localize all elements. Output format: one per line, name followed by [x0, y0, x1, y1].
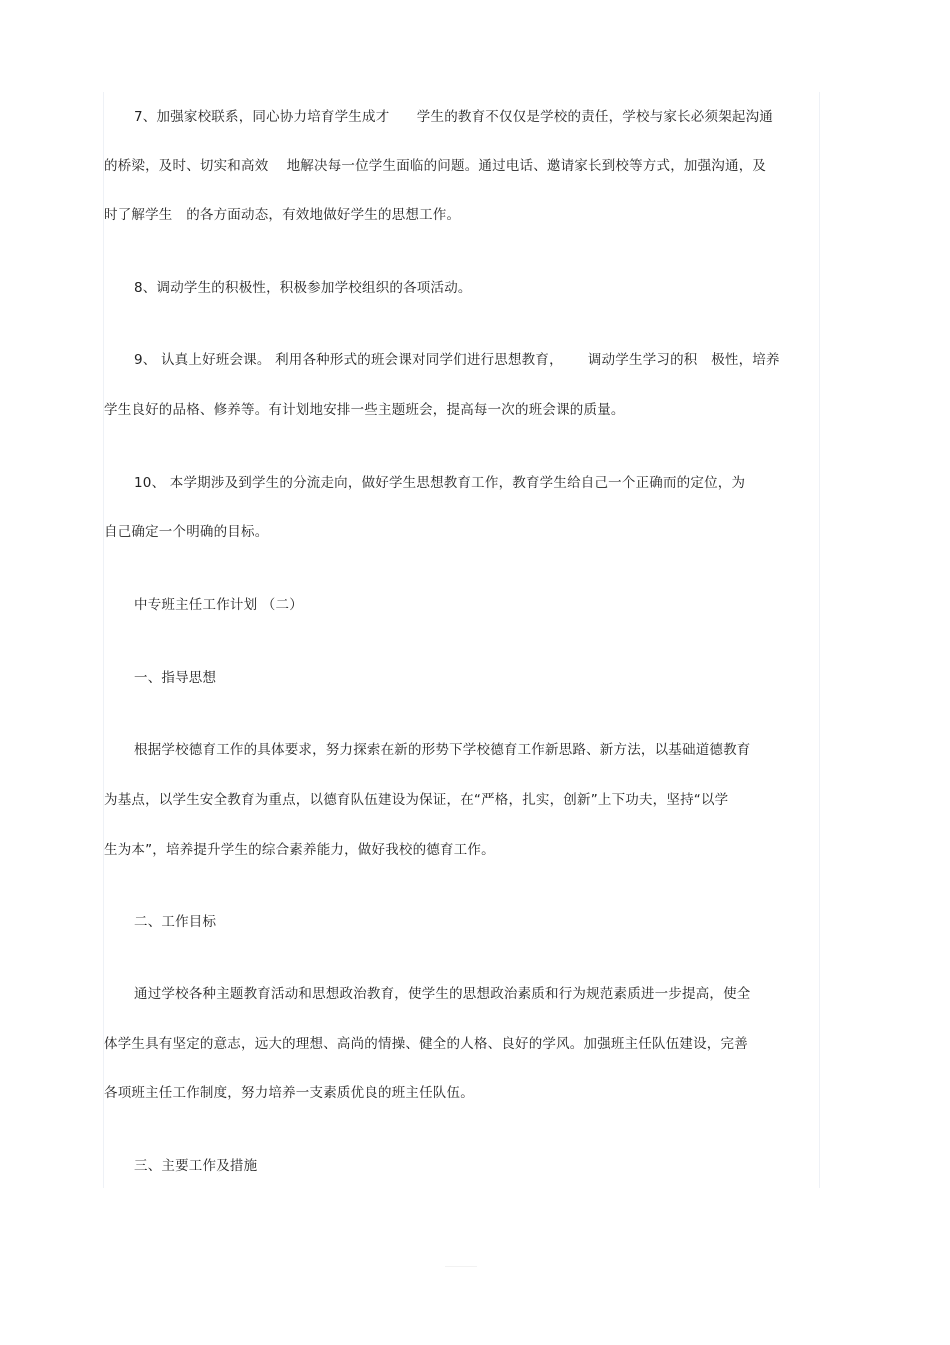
footer-divider: [445, 1266, 477, 1267]
paragraph-7-line-2: 的桥梁，及时、切实和高效 地解决每一位学生面临的问题。通过电话、邀请家长到校等方式，加强沟通，及: [104, 158, 767, 174]
paragraph-10-line-1: 10、 本学期涉及到学生的分流走向，做好学生思想教育工作，教育学生给自己一个正确而的定位，为: [134, 475, 746, 491]
guiding-thought-line-3: 生为本”，培养提升学生的综合素养能力，做好我校的德育工作。: [104, 842, 495, 858]
page-right-border: [819, 92, 820, 1188]
heading-guiding-thought: 一、指导思想: [134, 670, 217, 686]
work-goals-line-1: 通过学校各种主题教育活动和思想政治教育，使学生的思想政治素质和行为规范素质进一步提高，使全: [134, 986, 751, 1002]
paragraph-9-line-1: 9、 认真上好班会课。 利用各种形式的班会课对同学们进行思想教育， 调动学生学习的积 极性，培养: [134, 352, 780, 368]
work-goals-line-2: 体学生具有坚定的意志，远大的理想、高尚的情操、健全的人格、良好的学风。加强班主任队伍建设，完善: [104, 1036, 748, 1052]
heading-work-goals: 二、工作目标: [134, 914, 217, 930]
guiding-thought-line-2: 为基点，以学生安全教育为重点，以德育队伍建设为保证，在“严格，扎实，创新”上下功夫，坚持“以学: [104, 792, 729, 808]
paragraph-10-line-2: 自己确定一个明确的目标。: [104, 524, 269, 540]
page-left-border: [103, 92, 104, 1188]
paragraph-7-line-1: 7、加强家校联系，同心协力培育学生成才 学生的教育不仅仅是学校的责任，学校与家长必须架起沟通: [134, 109, 773, 125]
paragraph-7-line-3: 时了解学生 的各方面动态，有效地做好学生的思想工作。: [104, 207, 461, 223]
guiding-thought-line-1: 根据学校德育工作的具体要求，努力探索在新的形势下学校德育工作新思路、新方法，以基础道德教育: [134, 742, 751, 758]
heading-main-work: 三、主要工作及措施: [134, 1158, 258, 1174]
paragraph-8: 8、调动学生的积极性，积极参加学校组织的各项活动。: [134, 280, 472, 296]
paragraph-9-line-2: 学生良好的品格、修养等。有计划地安排一些主题班会，提高每一次的班会课的质量。: [104, 402, 625, 418]
section-title: 中专班主任工作计划 （二）: [134, 597, 303, 613]
work-goals-line-3: 各项班主任工作制度，努力培养一支素质优良的班主任队伍。: [104, 1085, 474, 1101]
